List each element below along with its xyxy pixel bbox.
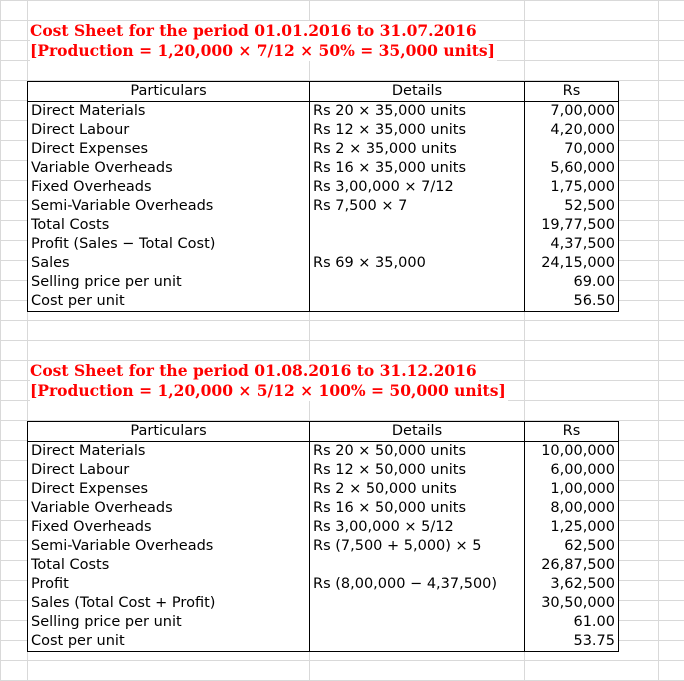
amount-cell: 26,87,500 <box>525 556 619 575</box>
details-cell <box>310 216 525 235</box>
particulars-cell: Total Costs <box>28 556 310 575</box>
sheet2-production-note: [Production = 1,20,000 × 5/12 × 100% = 50,000 units] <box>30 381 506 400</box>
table-row <box>28 594 619 613</box>
details-cell: Rs 20 × 50,000 units <box>310 442 525 462</box>
details-cell: Rs (7,500 + 5,000) × 5 <box>310 537 525 556</box>
table-row <box>28 442 619 462</box>
table-header-row <box>28 422 619 442</box>
table-row <box>28 556 619 575</box>
particulars-cell: Cost per unit <box>28 632 310 652</box>
table-row <box>28 197 619 216</box>
details-cell: Rs 2 × 35,000 units <box>310 140 525 159</box>
sheet1-production-note: [Production = 1,20,000 × 7/12 × 50% = 35,000 units] <box>30 41 495 60</box>
details-cell: Rs 16 × 35,000 units <box>310 159 525 178</box>
details-cell: Rs 3,00,000 × 7/12 <box>310 178 525 197</box>
particulars-cell: Fixed Overheads <box>28 518 310 537</box>
header-details: Details <box>310 422 525 442</box>
table-row <box>28 575 619 594</box>
details-cell <box>310 292 525 312</box>
details-cell <box>310 613 525 632</box>
sheet1-title: Cost Sheet for the period 01.01.2016 to 31.07.2016 <box>30 21 477 40</box>
amount-cell: 19,77,500 <box>525 216 619 235</box>
table-row <box>28 632 619 652</box>
amount-cell: 53.75 <box>525 632 619 652</box>
table-row <box>28 537 619 556</box>
details-cell <box>310 556 525 575</box>
details-cell: Rs 20 × 35,000 units <box>310 102 525 122</box>
sheet2-title: Cost Sheet for the period 01.08.2016 to 31.12.2016 <box>30 361 477 380</box>
particulars-cell: Fixed Overheads <box>28 178 310 197</box>
cost-sheet-1 <box>27 81 619 312</box>
amount-cell: 6,00,000 <box>525 461 619 480</box>
table-row <box>28 518 619 537</box>
particulars-cell: Semi-Variable Overheads <box>28 537 310 556</box>
particulars-cell: Sales <box>28 254 310 273</box>
particulars-cell: Profit <box>28 575 310 594</box>
particulars-cell: Variable Overheads <box>28 159 310 178</box>
cost-sheet-2-table <box>27 421 619 652</box>
header-amount: Rs <box>525 82 619 102</box>
amount-cell: 4,37,500 <box>525 235 619 254</box>
amount-cell: 1,25,000 <box>525 518 619 537</box>
particulars-cell: Sales (Total Cost + Profit) <box>28 594 310 613</box>
amount-cell: 52,500 <box>525 197 619 216</box>
details-cell: Rs 12 × 35,000 units <box>310 121 525 140</box>
details-cell <box>310 594 525 613</box>
table-row <box>28 273 619 292</box>
details-cell: Rs (8,00,000 − 4,37,500) <box>310 575 525 594</box>
table-row <box>28 102 619 122</box>
amount-cell: 70,000 <box>525 140 619 159</box>
details-cell <box>310 235 525 254</box>
amount-cell: 1,00,000 <box>525 480 619 499</box>
table-row <box>28 499 619 518</box>
grid-column-line <box>658 0 659 681</box>
amount-cell: 8,00,000 <box>525 499 619 518</box>
details-cell: Rs 2 × 50,000 units <box>310 480 525 499</box>
table-row <box>28 159 619 178</box>
details-cell: Rs 3,00,000 × 5/12 <box>310 518 525 537</box>
table-header-row <box>28 82 619 102</box>
header-details: Details <box>310 82 525 102</box>
amount-cell: 24,15,000 <box>525 254 619 273</box>
header-particulars: Particulars <box>28 422 310 442</box>
particulars-cell: Direct Expenses <box>28 480 310 499</box>
cost-sheet-1-table <box>27 81 619 312</box>
particulars-cell: Profit (Sales − Total Cost) <box>28 235 310 254</box>
amount-cell: 5,60,000 <box>525 159 619 178</box>
amount-cell: 69.00 <box>525 273 619 292</box>
table-row <box>28 235 619 254</box>
table-row <box>28 292 619 312</box>
details-cell: Rs 69 × 35,000 <box>310 254 525 273</box>
particulars-cell: Total Costs <box>28 216 310 235</box>
amount-cell: 7,00,000 <box>525 102 619 122</box>
particulars-cell: Variable Overheads <box>28 499 310 518</box>
particulars-cell: Selling price per unit <box>28 613 310 632</box>
details-cell <box>310 632 525 652</box>
amount-cell: 30,50,000 <box>525 594 619 613</box>
amount-cell: 4,20,000 <box>525 121 619 140</box>
amount-cell: 62,500 <box>525 537 619 556</box>
table-row <box>28 613 619 632</box>
details-cell: Rs 12 × 50,000 units <box>310 461 525 480</box>
particulars-cell: Direct Materials <box>28 102 310 122</box>
header-particulars: Particulars <box>28 82 310 102</box>
particulars-cell: Direct Labour <box>28 461 310 480</box>
amount-cell: 3,62,500 <box>525 575 619 594</box>
details-cell: Rs 16 × 50,000 units <box>310 499 525 518</box>
amount-cell: 1,75,000 <box>525 178 619 197</box>
particulars-cell: Semi-Variable Overheads <box>28 197 310 216</box>
details-cell <box>310 273 525 292</box>
particulars-cell: Direct Expenses <box>28 140 310 159</box>
table-row <box>28 178 619 197</box>
details-cell: Rs 7,500 × 7 <box>310 197 525 216</box>
amount-cell: 10,00,000 <box>525 442 619 462</box>
table-row <box>28 140 619 159</box>
amount-cell: 56.50 <box>525 292 619 312</box>
table-row <box>28 121 619 140</box>
particulars-cell: Cost per unit <box>28 292 310 312</box>
amount-cell: 61.00 <box>525 613 619 632</box>
table-row <box>28 216 619 235</box>
particulars-cell: Direct Labour <box>28 121 310 140</box>
table-row <box>28 461 619 480</box>
table-row <box>28 254 619 273</box>
table-row <box>28 480 619 499</box>
particulars-cell: Direct Materials <box>28 442 310 462</box>
cost-sheet-2 <box>27 421 619 652</box>
particulars-cell: Selling price per unit <box>28 273 310 292</box>
header-amount: Rs <box>525 422 619 442</box>
